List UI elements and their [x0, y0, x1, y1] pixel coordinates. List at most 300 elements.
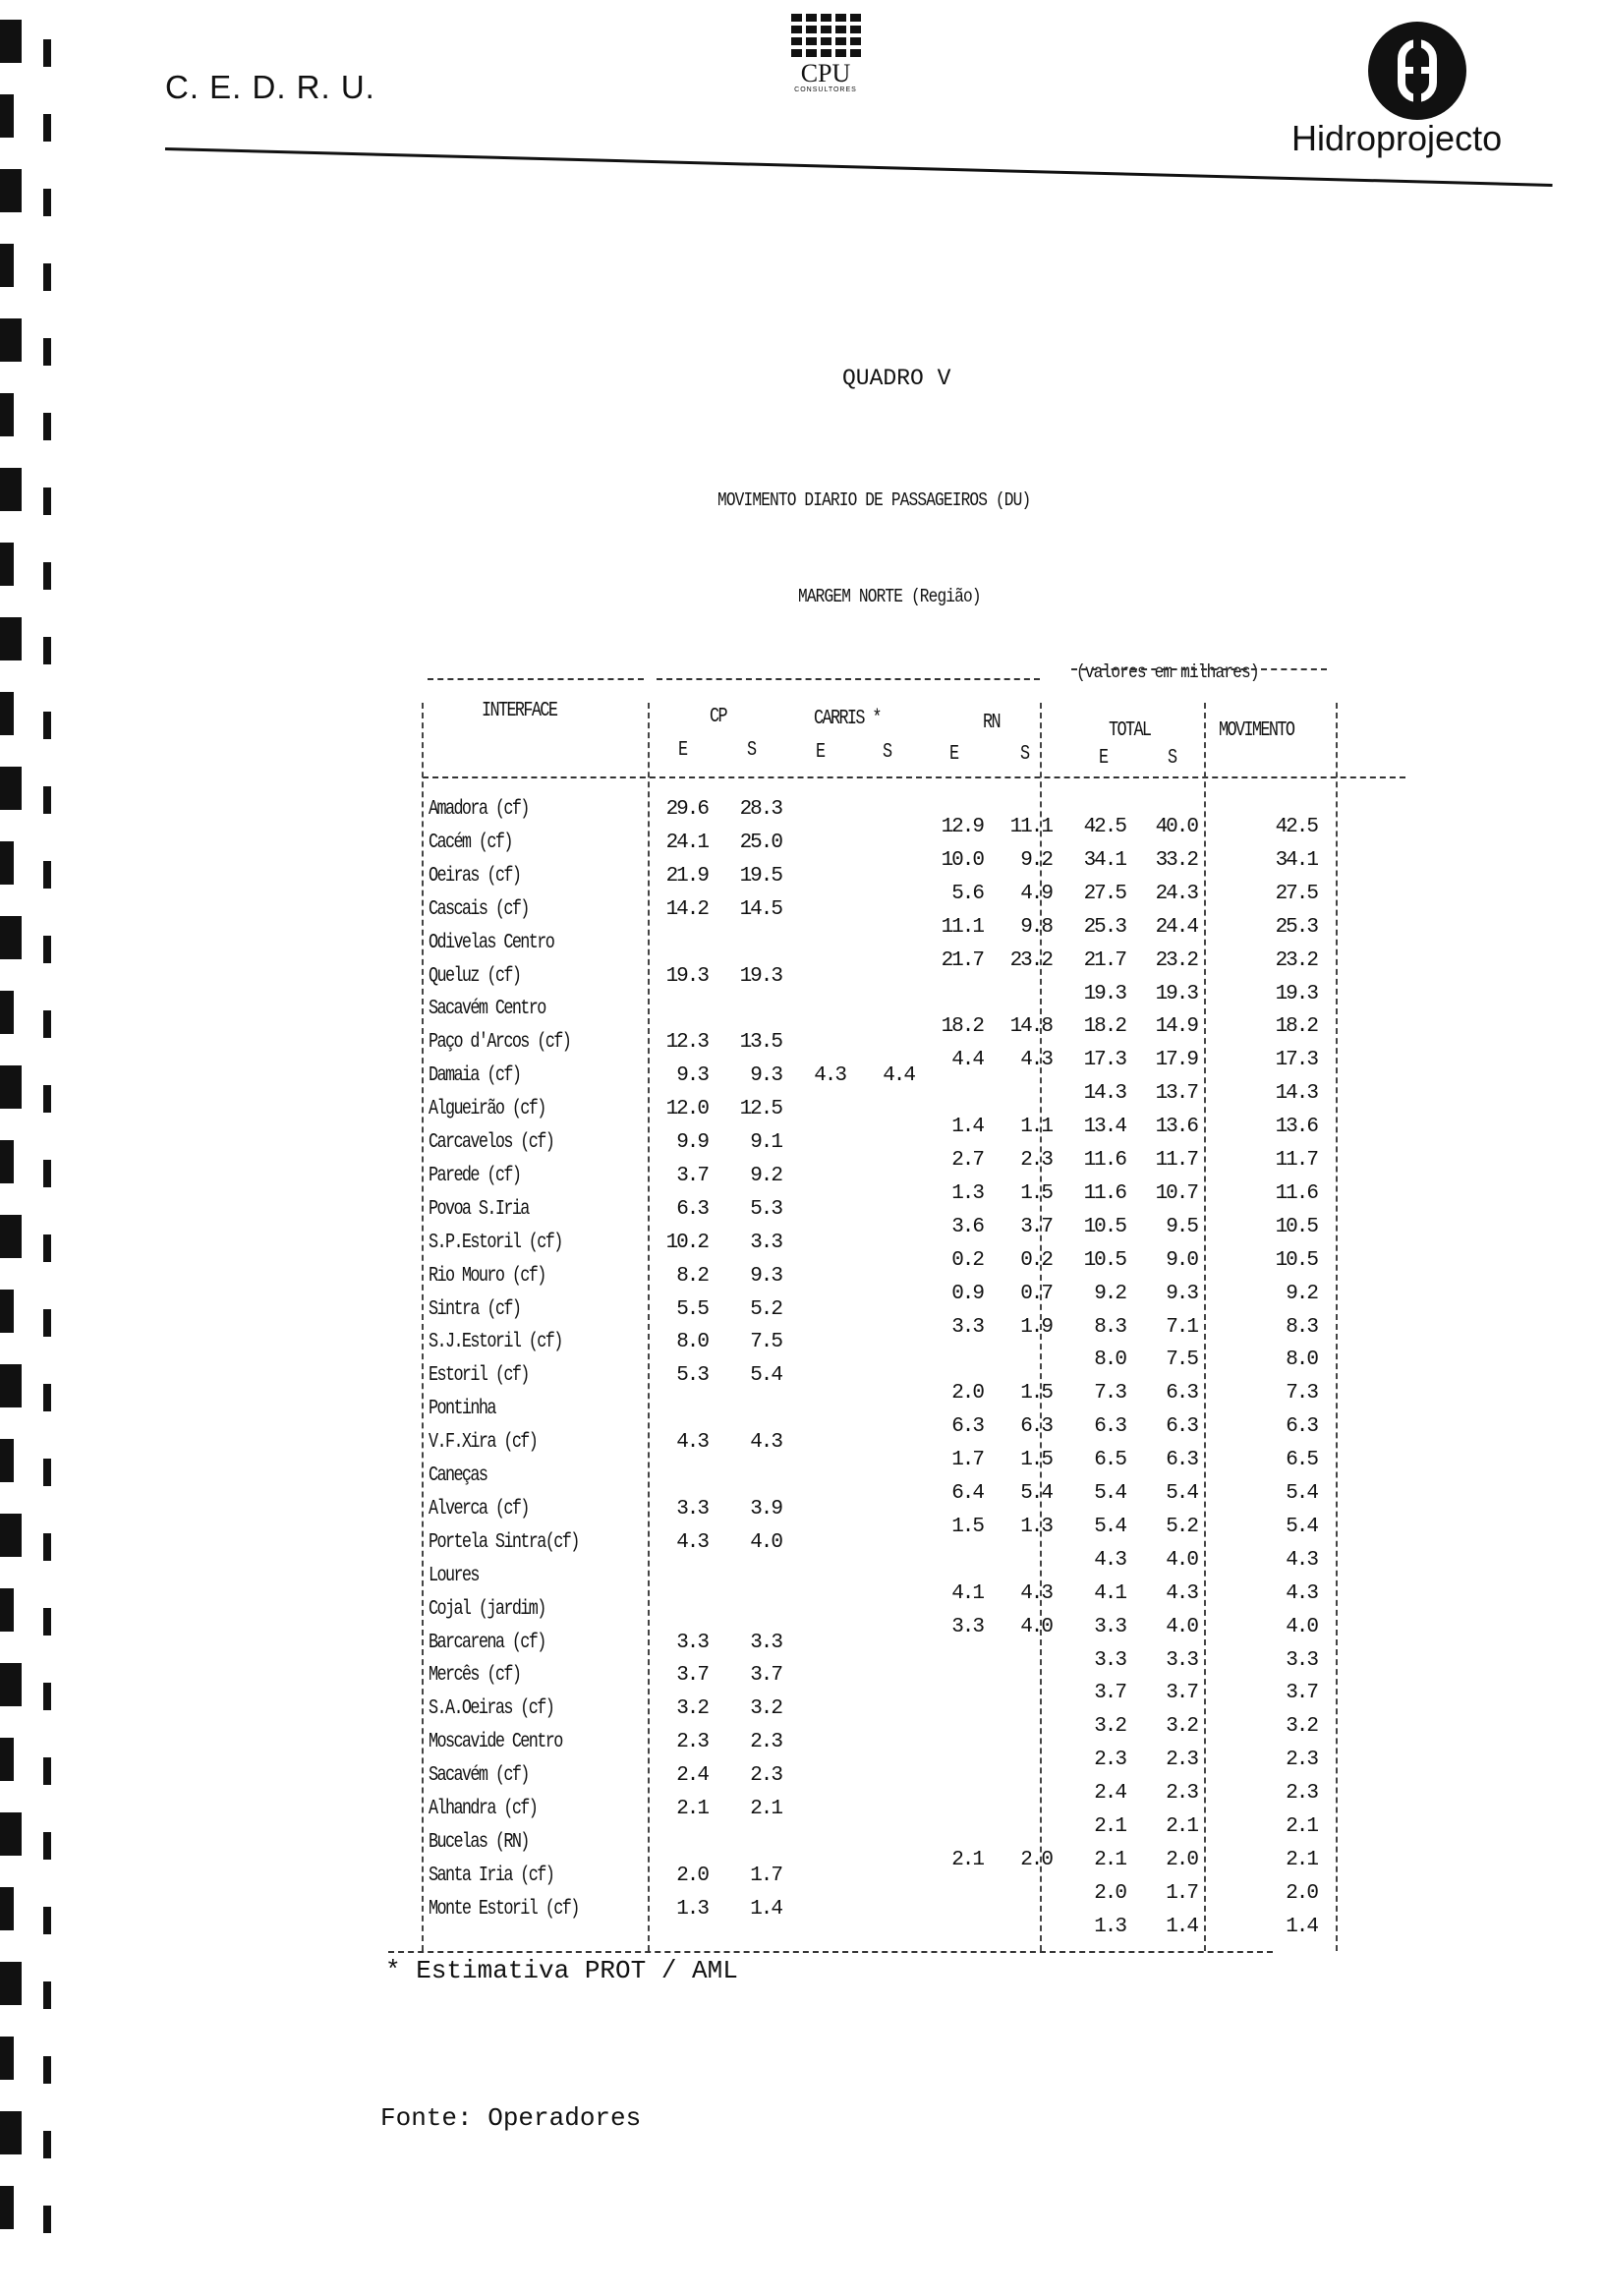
binding-ring-mark	[0, 2037, 14, 2080]
binding-hole-mark	[43, 413, 51, 440]
rn-e-value: 1.3	[951, 1181, 983, 1205]
binding-hole-mark	[43, 637, 51, 664]
movimento-value: 10.5	[1275, 1215, 1317, 1238]
cp-s-value: 3.3	[750, 1231, 781, 1254]
movimento-value: 13.6	[1275, 1116, 1317, 1139]
rn-s-value: 1.9	[1020, 1315, 1052, 1339]
cp-e-value: 5.5	[676, 1297, 708, 1321]
cp-s-value: 5.2	[750, 1297, 781, 1321]
interface-name: Loures	[429, 1564, 479, 1587]
movimento-value: 17.3	[1275, 1049, 1317, 1072]
table-rule	[428, 678, 644, 680]
cp-e-value: 14.2	[665, 897, 708, 921]
total-s-value: 24.4	[1155, 915, 1197, 939]
cp-s-value: 14.5	[739, 897, 781, 921]
rn-e-value: 2.1	[951, 1848, 983, 1871]
interface-name: Barcarena (cf)	[429, 1631, 545, 1654]
binding-ring-mark	[0, 169, 22, 212]
total-e-value: 3.3	[1094, 1615, 1125, 1638]
total-s-value: 9.0	[1166, 1248, 1197, 1272]
binding-hole-mark	[43, 861, 51, 889]
header-cp-s: S	[747, 739, 756, 762]
cp-e-value: 24.1	[665, 831, 708, 854]
binding-ring-mark	[0, 244, 14, 287]
hidroprojecto-logo-text: Hidroprojecto	[1291, 118, 1503, 158]
header-carris-s: S	[883, 741, 891, 764]
table-rule	[423, 776, 1405, 778]
interface-name: Pontinha	[429, 1398, 495, 1421]
rn-e-value: 18.2	[941, 1015, 983, 1039]
binding-ring-mark	[0, 543, 14, 586]
interface-name: Damaia (cf)	[429, 1064, 521, 1088]
total-s-value: 13.7	[1155, 1082, 1197, 1106]
units-note: (valores em milhares)	[1076, 661, 1259, 683]
binding-ring-mark	[0, 393, 14, 436]
cpu-logo	[786, 14, 865, 93]
binding-hole-mark	[43, 1384, 51, 1411]
binding-hole-mark	[43, 1085, 51, 1113]
rn-s-value: 11.1	[1009, 816, 1052, 838]
binding-ring-mark	[0, 1215, 22, 1258]
column-divider	[1336, 703, 1338, 1951]
binding-hole-mark	[43, 2056, 51, 2084]
movimento-value: 42.5	[1275, 816, 1317, 838]
total-e-value: 2.1	[1094, 1815, 1125, 1838]
binding-ring-mark	[0, 2111, 22, 2154]
movimento-value: 2.3	[1286, 1749, 1317, 1772]
cp-e-value: 2.3	[676, 1731, 708, 1754]
interface-name: Amadora (cf)	[429, 798, 529, 821]
cp-e-value: 4.3	[676, 1530, 708, 1554]
interface-name: Bucelas (RN)	[429, 1830, 529, 1854]
total-s-value: 6.3	[1166, 1415, 1197, 1439]
cp-e-value: 10.2	[665, 1231, 708, 1254]
total-s-value: 24.3	[1155, 882, 1197, 905]
header-movimento: MOVIMENTO	[1219, 719, 1294, 742]
binding-ring-mark	[0, 94, 14, 138]
movimento-value: 9.2	[1286, 1282, 1317, 1305]
cp-e-value: 1.3	[676, 1897, 708, 1921]
total-e-value: 34.1	[1083, 848, 1125, 872]
interface-name: Paço d'Arcos (cf)	[429, 1031, 571, 1055]
cp-e-value: 3.3	[676, 1631, 708, 1654]
footnote: * Estimativa PROT / AML	[385, 1956, 738, 1985]
interface-name: Moscavide Centro	[429, 1731, 562, 1754]
table-rule	[1071, 668, 1327, 670]
binding-hole-mark	[43, 1981, 51, 2009]
interface-name: Santa Iria (cf)	[429, 1864, 554, 1887]
interface-name: V.F.Xira (cf)	[429, 1431, 538, 1455]
total-e-value: 11.6	[1083, 1149, 1125, 1172]
rn-e-value: 1.7	[951, 1449, 983, 1472]
rn-e-value: 3.6	[951, 1215, 983, 1238]
rn-e-value: 21.7	[941, 948, 983, 972]
binding-hole-mark	[43, 488, 51, 515]
binding-hole-mark	[43, 1832, 51, 1860]
rn-s-value: 2.0	[1020, 1848, 1052, 1871]
rn-s-value: 4.3	[1020, 1581, 1052, 1605]
interface-name: S.A.Oeiras (cf)	[429, 1697, 554, 1721]
movimento-value: 3.7	[1286, 1682, 1317, 1705]
binding-ring-mark	[0, 468, 22, 511]
cp-e-value: 3.7	[676, 1164, 708, 1187]
carris-s-value: 4.4	[883, 1064, 914, 1088]
header-rn: RN	[983, 712, 1000, 734]
table-number: QUADRO V	[842, 366, 951, 391]
binding-hole-mark	[43, 1459, 51, 1486]
binding-ring-mark	[0, 1812, 22, 1856]
column-divider	[1204, 703, 1206, 1951]
cp-e-value: 9.9	[676, 1131, 708, 1154]
binding-ring-mark	[0, 1065, 22, 1109]
binding-ring-mark	[0, 2186, 14, 2229]
binding-hole-mark	[43, 2131, 51, 2158]
movimento-value: 4.3	[1286, 1581, 1317, 1605]
cp-e-value: 21.9	[665, 864, 708, 888]
binding-hole-mark	[43, 1010, 51, 1038]
header-total: TOTAL	[1109, 719, 1151, 742]
rn-e-value: 6.3	[951, 1415, 983, 1439]
total-s-value: 4.0	[1166, 1548, 1197, 1572]
binding-ring-mark	[0, 1588, 14, 1632]
total-s-value: 1.4	[1166, 1915, 1197, 1938]
binding-hole-mark	[43, 39, 51, 67]
cp-s-value: 2.3	[750, 1731, 781, 1754]
header-cp: CP	[710, 706, 726, 728]
movimento-value: 2.1	[1286, 1815, 1317, 1838]
cp-s-value: 4.0	[750, 1530, 781, 1554]
table-rule	[657, 678, 1040, 680]
movimento-value: 11.6	[1275, 1181, 1317, 1205]
total-s-value: 40.0	[1155, 816, 1197, 838]
total-s-value: 2.3	[1166, 1782, 1197, 1806]
total-s-value: 6.3	[1166, 1449, 1197, 1472]
total-s-value: 6.3	[1166, 1382, 1197, 1406]
rn-s-value: 1.5	[1020, 1382, 1052, 1406]
interface-name: Monte Estoril (cf)	[429, 1897, 579, 1921]
total-s-value: 2.3	[1166, 1749, 1197, 1772]
binding-hole-mark	[43, 2206, 51, 2233]
binding-hole-mark	[43, 1533, 51, 1561]
total-s-value: 33.2	[1155, 848, 1197, 872]
total-s-value: 14.9	[1155, 1015, 1197, 1039]
rn-s-value: 0.2	[1020, 1248, 1052, 1272]
rn-e-value: 4.1	[951, 1581, 983, 1605]
cp-e-value: 8.0	[676, 1331, 708, 1354]
interface-name: Sacavém (cf)	[429, 1764, 529, 1788]
movimento-value: 4.3	[1286, 1548, 1317, 1572]
cp-s-value: 19.3	[739, 964, 781, 988]
binding-hole-mark	[43, 1309, 51, 1337]
cp-s-value: 9.3	[750, 1064, 781, 1088]
total-e-value: 4.3	[1094, 1548, 1125, 1572]
total-e-value: 9.2	[1094, 1282, 1125, 1305]
total-e-value: 18.2	[1083, 1015, 1125, 1039]
movimento-value: 5.4	[1286, 1515, 1317, 1538]
total-e-value: 3.3	[1094, 1648, 1125, 1672]
total-s-value: 9.5	[1166, 1215, 1197, 1238]
header-rn-e: E	[949, 743, 958, 766]
rn-s-value: 5.4	[1020, 1482, 1052, 1505]
interface-name: Cascais (cf)	[429, 897, 529, 921]
total-s-value: 3.3	[1166, 1648, 1197, 1672]
rn-e-value: 5.6	[951, 882, 983, 905]
movimento-value: 10.5	[1275, 1248, 1317, 1272]
total-e-value: 5.4	[1094, 1515, 1125, 1538]
total-e-value: 11.6	[1083, 1181, 1125, 1205]
rn-e-value: 12.9	[941, 816, 983, 838]
cp-e-value: 6.3	[676, 1197, 708, 1221]
header-carris: CARRIS *	[814, 708, 881, 730]
binding-hole-mark	[43, 189, 51, 216]
hidroprojecto-logo-icon	[1368, 22, 1466, 120]
movimento-value: 19.3	[1275, 982, 1317, 1005]
rn-e-value: 1.4	[951, 1116, 983, 1139]
binding-hole-mark	[43, 263, 51, 291]
binding-ring-mark	[0, 692, 14, 735]
cedru-logo-text: C. E. D. R. U.	[165, 69, 375, 105]
rn-s-value: 1.5	[1020, 1449, 1052, 1472]
interface-name: Oeiras (cf)	[429, 864, 521, 888]
cp-e-value: 3.2	[676, 1697, 708, 1721]
total-s-value: 13.6	[1155, 1116, 1197, 1139]
total-e-value: 42.5	[1083, 816, 1125, 838]
binding-ring-mark	[0, 1364, 22, 1407]
table-title: MOVIMENTO DIARIO DE PASSAGEIROS (DU)	[717, 489, 1031, 511]
cp-e-value: 12.0	[665, 1098, 708, 1121]
cp-s-value: 5.4	[750, 1364, 781, 1388]
header-total-s: S	[1168, 747, 1176, 770]
rn-s-value: 4.3	[1020, 1049, 1052, 1072]
total-e-value: 14.3	[1083, 1082, 1125, 1106]
total-s-value: 19.3	[1155, 982, 1197, 1005]
cp-s-value: 9.2	[750, 1164, 781, 1187]
rn-s-value: 23.2	[1009, 948, 1052, 972]
interface-name: Povoa S.Iria	[429, 1197, 529, 1221]
total-e-value: 3.2	[1094, 1715, 1125, 1739]
table-rule	[388, 1951, 1273, 1953]
binding-hole-mark	[43, 786, 51, 814]
cp-e-value: 2.0	[676, 1864, 708, 1887]
total-s-value: 2.0	[1166, 1848, 1197, 1871]
interface-name: Parede (cf)	[429, 1164, 521, 1187]
column-divider	[422, 703, 424, 1951]
cp-s-value: 3.2	[750, 1697, 781, 1721]
total-e-value: 8.0	[1094, 1349, 1125, 1372]
cp-e-value: 2.1	[676, 1798, 708, 1820]
interface-name: Mercês (cf)	[429, 1664, 521, 1688]
movimento-value: 7.3	[1286, 1382, 1317, 1406]
cp-e-value: 2.4	[676, 1764, 708, 1788]
rn-s-value: 2.3	[1020, 1149, 1052, 1172]
cpu-logo-text: CPU	[800, 59, 851, 87]
binding-ring-mark	[0, 20, 22, 63]
binding-ring-mark	[0, 916, 22, 959]
total-s-value: 5.4	[1166, 1482, 1197, 1505]
total-s-value: 7.1	[1166, 1315, 1197, 1339]
binding-hole-mark	[43, 936, 51, 963]
total-e-value: 8.3	[1094, 1315, 1125, 1339]
total-s-value: 2.1	[1166, 1815, 1197, 1838]
binding-ring-mark	[0, 617, 22, 660]
movimento-value: 27.5	[1275, 882, 1317, 905]
rn-s-value: 4.9	[1020, 882, 1052, 905]
interface-name: Cacém (cf)	[429, 831, 512, 854]
total-s-value: 3.2	[1166, 1715, 1197, 1739]
total-s-value: 5.2	[1166, 1515, 1197, 1538]
total-e-value: 19.3	[1083, 982, 1125, 1005]
rn-e-value: 2.7	[951, 1149, 983, 1172]
interface-name: Caneças	[429, 1464, 487, 1487]
movimento-value: 1.4	[1286, 1915, 1317, 1938]
total-s-value: 23.2	[1155, 948, 1197, 972]
binding-ring-mark	[0, 841, 14, 885]
cp-s-value: 19.5	[739, 864, 781, 888]
binding-hole-mark	[43, 1160, 51, 1187]
total-s-value: 7.5	[1166, 1349, 1197, 1372]
rn-e-value: 10.0	[941, 848, 983, 872]
cp-s-value: 9.3	[750, 1264, 781, 1288]
total-s-value: 4.3	[1166, 1581, 1197, 1605]
total-e-value: 3.7	[1094, 1682, 1125, 1705]
interface-name: S.P.Estoril (cf)	[429, 1231, 562, 1254]
movimento-value: 34.1	[1275, 848, 1317, 872]
cp-s-value: 12.5	[739, 1098, 781, 1121]
rn-s-value: 9.8	[1020, 915, 1052, 939]
binding-hole-mark	[43, 712, 51, 739]
movimento-value: 25.3	[1275, 915, 1317, 939]
total-e-value: 1.3	[1094, 1915, 1125, 1938]
binding-hole-mark	[43, 114, 51, 142]
movimento-value: 3.2	[1286, 1715, 1317, 1739]
total-e-value: 5.4	[1094, 1482, 1125, 1505]
rn-e-value: 11.1	[941, 915, 983, 939]
rn-e-value: 3.3	[951, 1615, 983, 1638]
header-carris-e: E	[816, 741, 825, 764]
cp-s-value: 3.7	[750, 1664, 781, 1688]
header-cp-e: E	[678, 739, 687, 762]
movimento-value: 14.3	[1275, 1082, 1317, 1106]
movimento-value: 23.2	[1275, 948, 1317, 972]
binding-ring-mark	[0, 767, 22, 810]
binding-hole-mark	[43, 1683, 51, 1710]
total-e-value: 13.4	[1083, 1116, 1125, 1139]
binding-hole-mark	[43, 1907, 51, 1934]
rn-e-value: 0.2	[951, 1248, 983, 1272]
rn-s-value: 1.1	[1020, 1116, 1052, 1139]
total-e-value: 6.5	[1094, 1449, 1125, 1472]
cp-e-value: 3.7	[676, 1664, 708, 1688]
movimento-value: 2.0	[1286, 1881, 1317, 1905]
binding-ring-mark	[0, 1887, 14, 1930]
rn-s-value: 1.3	[1020, 1515, 1052, 1538]
total-e-value: 6.3	[1094, 1415, 1125, 1439]
total-e-value: 4.1	[1094, 1581, 1125, 1605]
cp-s-value: 5.3	[750, 1197, 781, 1221]
total-e-value: 7.3	[1094, 1382, 1125, 1406]
cp-s-value: 28.3	[739, 798, 781, 821]
cp-s-value: 7.5	[750, 1331, 781, 1354]
interface-name: Queluz (cf)	[429, 964, 521, 988]
rn-s-value: 1.5	[1020, 1181, 1052, 1205]
binding-hole-mark	[43, 1234, 51, 1262]
interface-name: Alverca (cf)	[429, 1497, 529, 1521]
total-e-value: 27.5	[1083, 882, 1125, 905]
interface-name: Portela Sintra(cf)	[429, 1530, 579, 1554]
total-e-value: 17.3	[1083, 1049, 1125, 1072]
table-subtitle: MARGEM NORTE (Região)	[798, 586, 981, 607]
binding-ring-mark	[0, 318, 22, 362]
cp-s-value: 1.7	[750, 1864, 781, 1887]
cp-e-value: 19.3	[665, 964, 708, 988]
movimento-value: 3.3	[1286, 1648, 1317, 1672]
movimento-value: 4.0	[1286, 1615, 1317, 1638]
interface-name: S.J.Estoril (cf)	[429, 1331, 562, 1354]
cp-s-value: 2.3	[750, 1764, 781, 1788]
binding-hole-mark	[43, 1608, 51, 1636]
cp-s-value: 4.3	[750, 1431, 781, 1455]
rn-e-value: 4.4	[951, 1049, 983, 1072]
total-s-value: 17.9	[1155, 1049, 1197, 1072]
source-note: Fonte: Operadores	[380, 2103, 642, 2133]
binding-ring-mark	[0, 1290, 14, 1333]
rn-e-value: 1.5	[951, 1515, 983, 1538]
total-s-value: 4.0	[1166, 1615, 1197, 1638]
movimento-value: 8.0	[1286, 1349, 1317, 1372]
interface-name: Alhandra (cf)	[429, 1798, 538, 1820]
interface-name: Carcavelos (cf)	[429, 1131, 554, 1154]
interface-name: Rio Mouro (cf)	[429, 1264, 545, 1288]
cp-s-value: 2.1	[750, 1798, 781, 1820]
cp-s-value: 1.4	[750, 1897, 781, 1921]
rn-s-value: 4.0	[1020, 1615, 1052, 1638]
total-e-value: 2.4	[1094, 1782, 1125, 1806]
total-e-value: 2.0	[1094, 1881, 1125, 1905]
interface-name: Estoril (cf)	[429, 1364, 529, 1388]
binding-ring-mark	[0, 1514, 22, 1557]
binding-ring-mark	[0, 1439, 14, 1482]
movimento-value: 6.5	[1286, 1449, 1317, 1472]
cp-s-value: 25.0	[739, 831, 781, 854]
header-interface: INTERFACE	[482, 700, 557, 722]
total-e-value: 10.5	[1083, 1248, 1125, 1272]
total-s-value: 11.7	[1155, 1149, 1197, 1172]
total-e-value: 21.7	[1083, 948, 1125, 972]
rn-s-value: 14.8	[1009, 1015, 1052, 1039]
rn-e-value: 0.9	[951, 1282, 983, 1305]
movimento-value: 18.2	[1275, 1015, 1317, 1039]
cp-e-value: 29.6	[665, 798, 708, 821]
binding-hole-mark	[43, 1757, 51, 1785]
total-s-value: 1.7	[1166, 1881, 1197, 1905]
header-rn-s: S	[1020, 743, 1029, 766]
total-s-value: 3.7	[1166, 1682, 1197, 1705]
cp-e-value: 3.3	[676, 1497, 708, 1521]
binding-hole-mark	[43, 338, 51, 366]
cp-s-value: 9.1	[750, 1131, 781, 1154]
cp-e-value: 9.3	[676, 1064, 708, 1088]
movimento-value: 2.1	[1286, 1848, 1317, 1871]
binding-ring-mark	[0, 1738, 14, 1781]
rn-s-value: 9.2	[1020, 848, 1052, 872]
interface-name: Cojal (jardim)	[429, 1597, 545, 1621]
cp-e-value: 5.3	[676, 1364, 708, 1388]
total-e-value: 10.5	[1083, 1215, 1125, 1238]
movimento-value: 11.7	[1275, 1149, 1317, 1172]
rn-e-value: 2.0	[951, 1382, 983, 1406]
movimento-value: 2.3	[1286, 1782, 1317, 1806]
interface-name: Odivelas Centro	[429, 931, 554, 954]
